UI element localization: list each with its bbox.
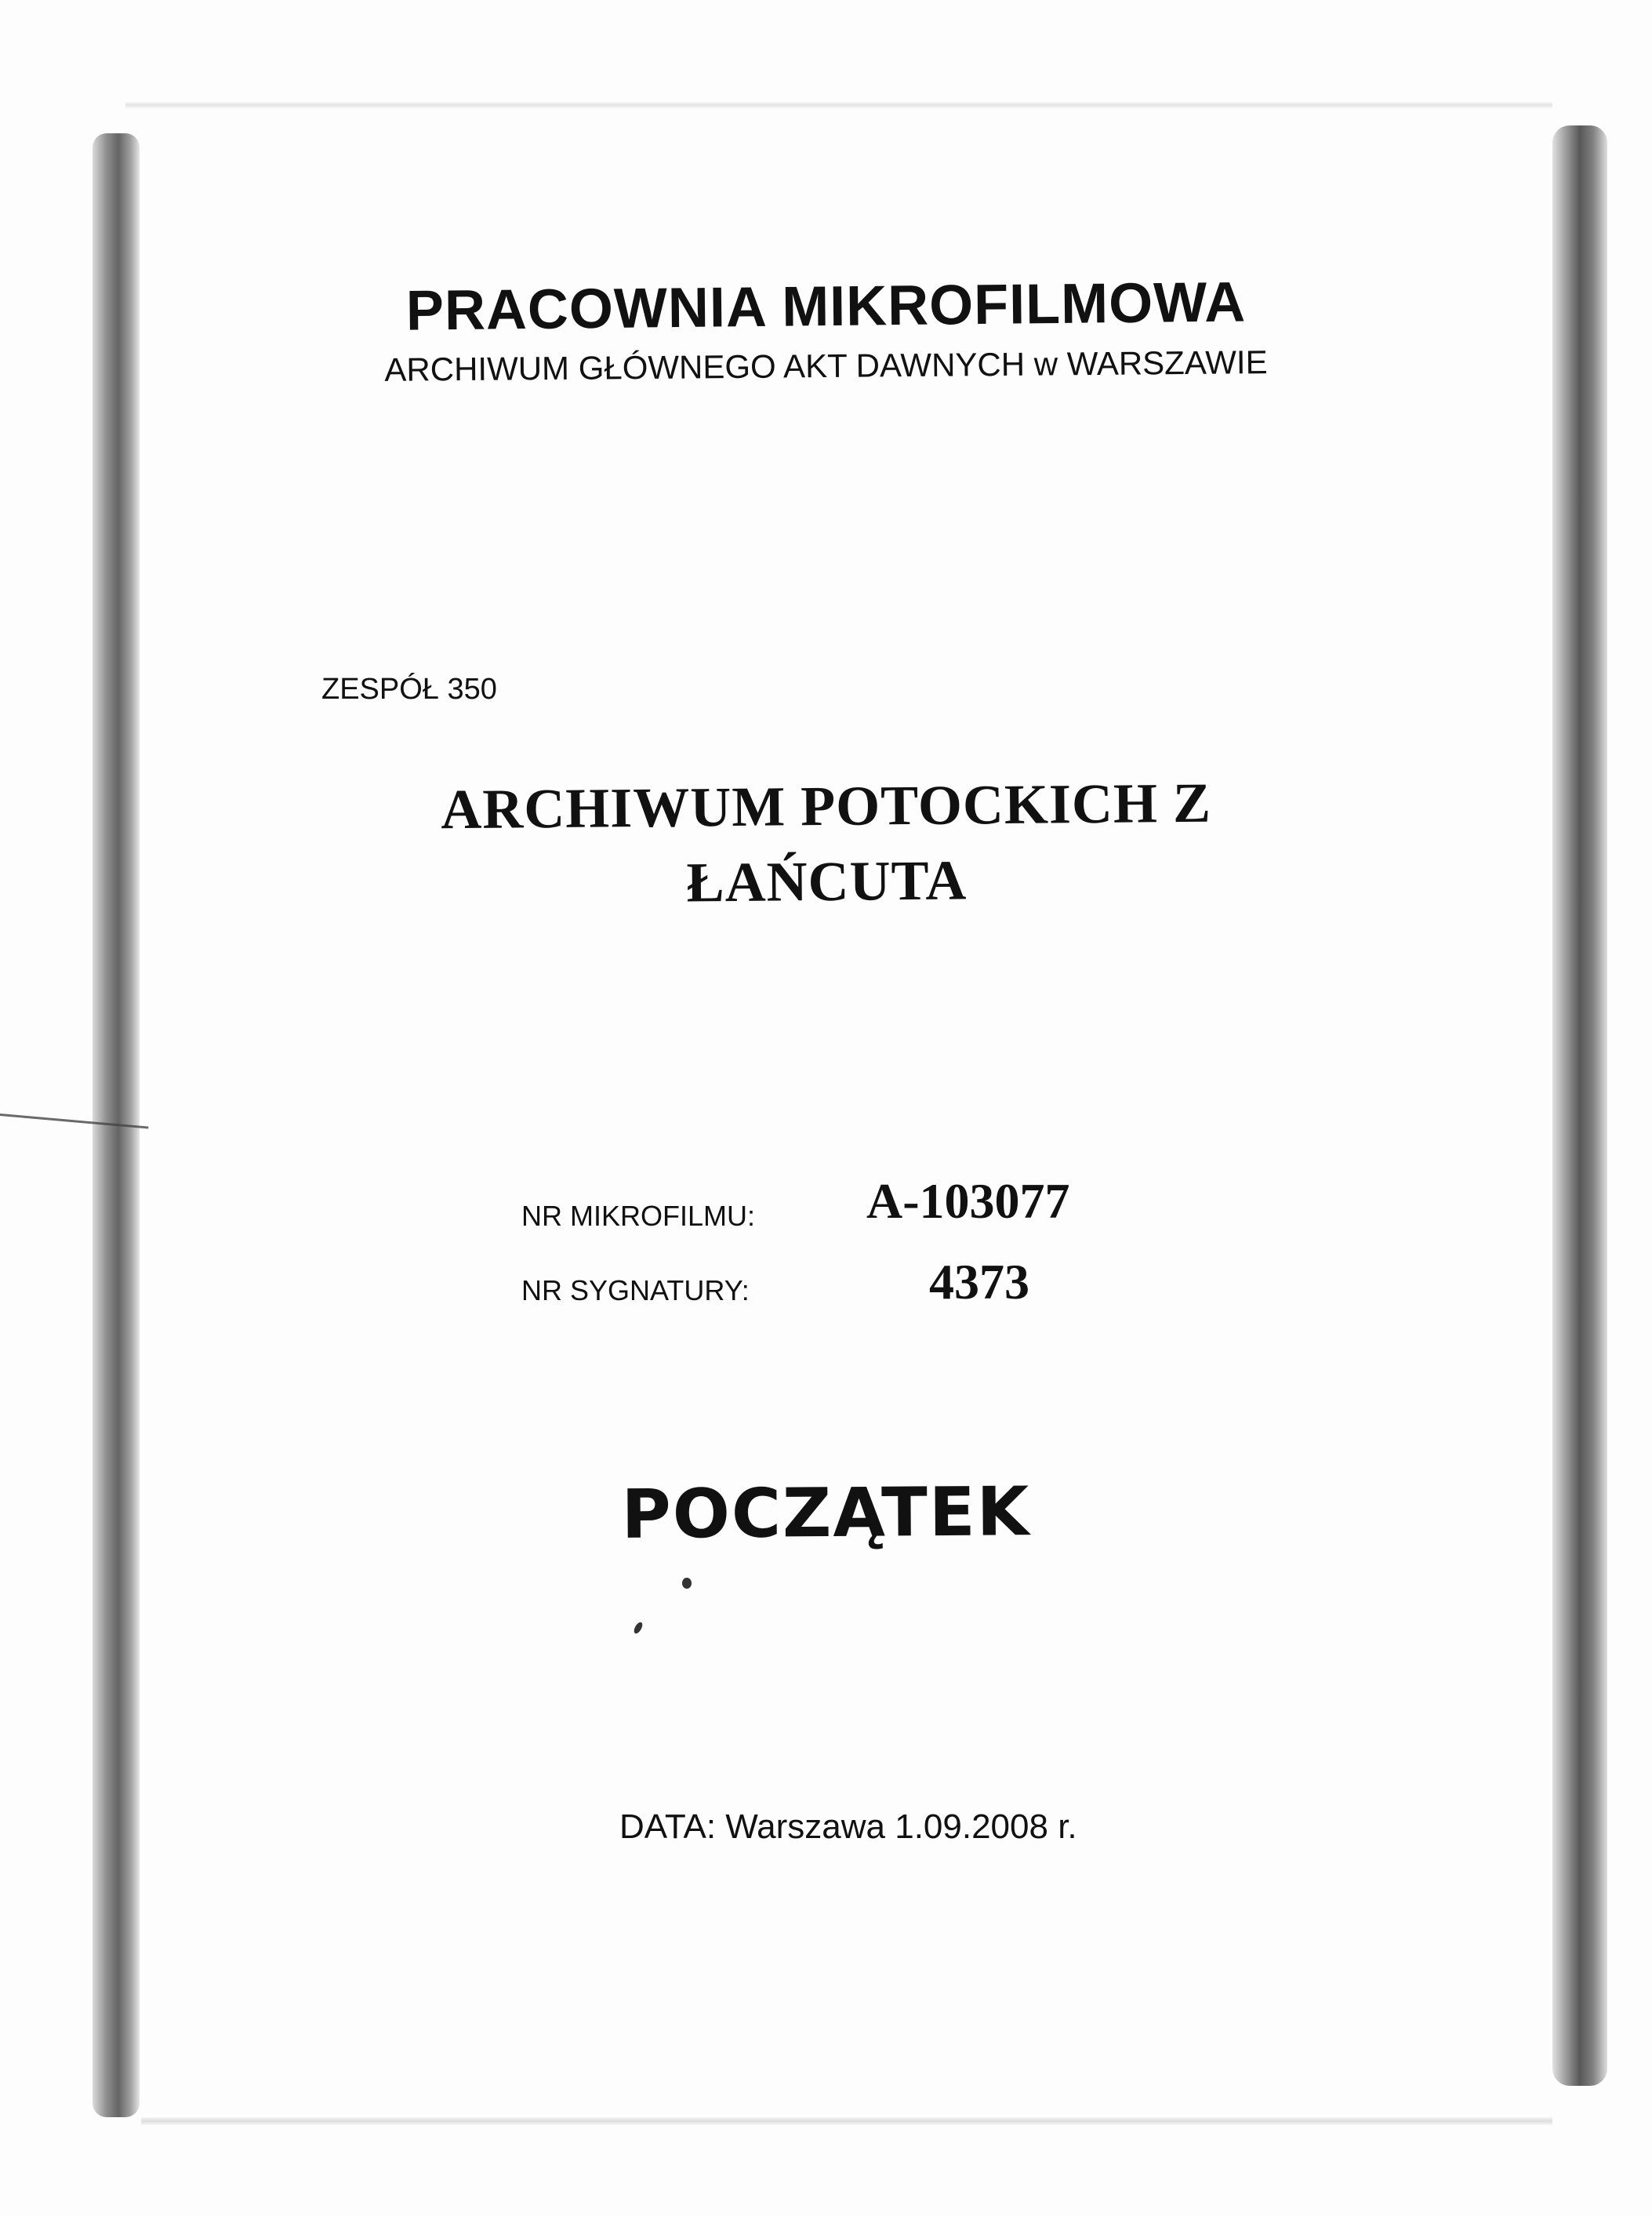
- page-edge-right: [1552, 125, 1607, 2086]
- page-edge-bottom: [141, 2117, 1552, 2125]
- lab-subtitle: ARCHIWUM GŁÓWNEGO AKT DAWNYCH w WARSZAWIE: [384, 343, 1268, 388]
- ink-speck: [633, 1621, 644, 1635]
- microfilm-number-label: NR MIKROFILMU:: [521, 1200, 756, 1232]
- collection-title: ARCHIWUM POTOCKICH Z ŁAŃCUTA: [440, 771, 1211, 914]
- start-marker: POCZĄTEK: [621, 1473, 1031, 1554]
- page-edge-top: [125, 102, 1552, 108]
- signature-number-value: 4373: [929, 1254, 1029, 1310]
- signature-number-label: NR SYGNATURY:: [521, 1274, 750, 1306]
- microfilm-number-value: A-103077: [866, 1173, 1070, 1229]
- scan-date: DATA: Warszawa 1.09.2008 r.: [619, 1807, 1077, 1846]
- lab-title: PRACOWNIA MIKROFILMOWA: [405, 271, 1247, 343]
- collection-title-block: [0, 768, 1652, 919]
- ink-speck: [682, 1578, 692, 1589]
- fonds-number: ZESPÓŁ 350: [321, 673, 497, 706]
